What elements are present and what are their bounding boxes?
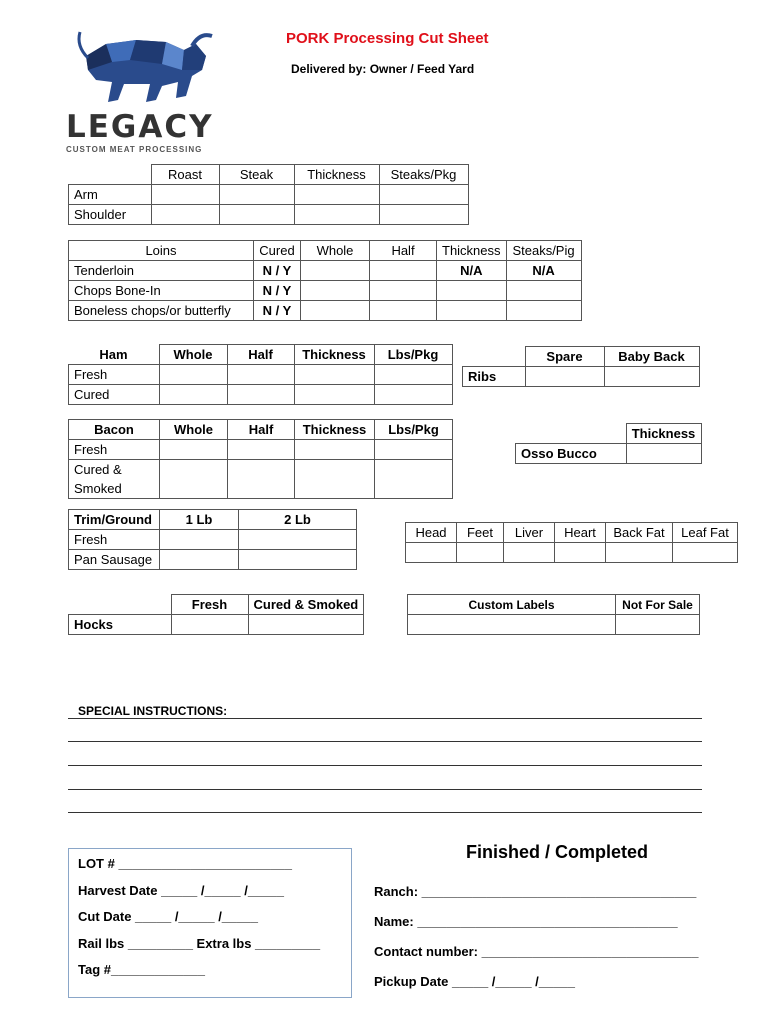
logo-tagline: CUSTOM MEAT PROCESSING xyxy=(66,145,203,154)
cell[interactable] xyxy=(375,460,453,499)
lot-field[interactable]: LOT # ________________________ xyxy=(78,856,292,871)
hocks-label: Hocks xyxy=(69,615,172,635)
trim-head: Trim/Ground xyxy=(69,510,160,530)
col-half: Half xyxy=(227,345,294,365)
cell[interactable] xyxy=(374,385,452,405)
bull-icon xyxy=(66,26,226,110)
cell[interactable] xyxy=(301,261,370,281)
col-lbs-pkg: Lbs/Pkg xyxy=(374,345,452,365)
row-fresh: Fresh xyxy=(69,530,160,550)
logo-wordmark: LEGACY xyxy=(66,109,214,145)
harvest-date-field[interactable]: Harvest Date _____ /_____ /_____ xyxy=(78,883,284,898)
cell[interactable] xyxy=(673,543,738,563)
cured-label: Cured & xyxy=(74,462,122,477)
row-arm: Arm xyxy=(69,185,152,205)
row-pan-sausage: Pan Sausage xyxy=(69,550,160,570)
col-back-fat: Back Fat xyxy=(606,523,673,543)
col-thickness: Thickness xyxy=(294,165,379,185)
cell[interactable] xyxy=(379,205,468,225)
col-thickness: Thickness xyxy=(437,241,507,261)
cell[interactable] xyxy=(294,205,379,225)
cell[interactable] xyxy=(295,440,375,460)
col-roast: Roast xyxy=(151,165,219,185)
cell[interactable] xyxy=(227,365,294,385)
cell[interactable] xyxy=(228,440,295,460)
bacon-head: Bacon xyxy=(69,420,160,440)
col-thickness: Thickness xyxy=(294,345,374,365)
col-steaks-pig: Steaks/Pig xyxy=(506,241,581,261)
col-leaf-fat: Leaf Fat xyxy=(673,523,738,543)
cured-choice[interactable]: N / Y xyxy=(254,301,301,321)
cell[interactable] xyxy=(408,615,616,635)
col-half: Half xyxy=(370,241,437,261)
row-chops-bone-in: Chops Bone-In xyxy=(69,281,254,301)
cell[interactable] xyxy=(159,385,227,405)
row-cured: Cured xyxy=(69,385,160,405)
cell[interactable] xyxy=(239,530,357,550)
cell[interactable] xyxy=(506,281,581,301)
col-not-for-sale: Not For Sale xyxy=(616,595,700,615)
cell[interactable] xyxy=(160,550,239,570)
col-heart: Heart xyxy=(555,523,606,543)
cell[interactable] xyxy=(160,440,228,460)
cell[interactable] xyxy=(151,205,219,225)
na-steaks: N/A xyxy=(506,261,581,281)
col-baby-back: Baby Back xyxy=(604,347,699,367)
cell[interactable] xyxy=(294,365,374,385)
cell[interactable] xyxy=(151,185,219,205)
osso-table xyxy=(515,423,702,464)
cell[interactable] xyxy=(457,543,504,563)
cell[interactable] xyxy=(219,185,294,205)
col-thickness: Thickness xyxy=(626,424,701,444)
contact-field[interactable]: Contact number: ______________________________ xyxy=(374,944,699,959)
cell[interactable] xyxy=(219,205,294,225)
ribs-label: Ribs xyxy=(463,367,526,387)
instruction-line[interactable] xyxy=(68,741,702,742)
col-cured-smoked: Cured & Smoked xyxy=(248,595,364,615)
ribs-table xyxy=(462,346,700,387)
col-feet: Feet xyxy=(457,523,504,543)
page-title: PORK Processing Cut Sheet xyxy=(286,30,489,47)
legacy-logo xyxy=(66,26,226,154)
cell[interactable] xyxy=(227,385,294,405)
row-tenderloin: Tenderloin xyxy=(69,261,254,281)
row-fresh: Fresh xyxy=(69,440,160,460)
instruction-line[interactable] xyxy=(68,718,702,719)
cell[interactable] xyxy=(370,301,437,321)
cell[interactable] xyxy=(406,543,457,563)
cell[interactable] xyxy=(295,460,375,499)
instruction-line[interactable] xyxy=(68,765,702,766)
row-cured-smoked xyxy=(69,460,160,499)
instruction-line[interactable] xyxy=(68,812,702,813)
shoulder-table xyxy=(68,164,469,225)
row-fresh: Fresh xyxy=(69,365,160,385)
smoked-label: Smoked xyxy=(74,481,122,496)
cell[interactable] xyxy=(370,261,437,281)
organs-table xyxy=(405,522,738,563)
cell[interactable] xyxy=(604,367,699,387)
cell[interactable] xyxy=(160,530,239,550)
col-steak: Steak xyxy=(219,165,294,185)
osso-label: Osso Bucco xyxy=(516,444,627,464)
ham-head: Ham xyxy=(69,345,160,365)
cell[interactable] xyxy=(525,367,604,387)
col-head: Head xyxy=(406,523,457,543)
cell[interactable] xyxy=(379,185,468,205)
col-whole: Whole xyxy=(160,420,228,440)
cell[interactable] xyxy=(370,281,437,301)
hocks-table xyxy=(68,594,364,635)
ranch-field[interactable]: Ranch: ______________________________________ xyxy=(374,884,697,899)
row-shoulder: Shoulder xyxy=(69,205,152,225)
cell[interactable] xyxy=(375,440,453,460)
pickup-date-field[interactable]: Pickup Date _____ /_____ /_____ xyxy=(374,974,575,989)
col-half: Half xyxy=(228,420,295,440)
loins-head: Loins xyxy=(69,241,254,261)
cured-choice[interactable]: N / Y xyxy=(254,281,301,301)
cell[interactable] xyxy=(616,615,700,635)
col-whole: Whole xyxy=(159,345,227,365)
loins-table xyxy=(68,240,582,321)
col-steaks-pkg: Steaks/Pkg xyxy=(379,165,468,185)
cell[interactable] xyxy=(171,615,248,635)
cell[interactable] xyxy=(437,281,507,301)
cell[interactable] xyxy=(606,543,673,563)
col-fresh: Fresh xyxy=(171,595,248,615)
cell[interactable] xyxy=(555,543,606,563)
rail-extra-lbs-field[interactable]: Rail lbs _________ Extra lbs _________ xyxy=(78,936,321,951)
col-liver: Liver xyxy=(504,523,555,543)
na-thickness: N/A xyxy=(437,261,507,281)
cell[interactable] xyxy=(504,543,555,563)
cell[interactable] xyxy=(301,281,370,301)
cell[interactable] xyxy=(626,444,701,464)
cell[interactable] xyxy=(294,185,379,205)
cell[interactable] xyxy=(301,301,370,321)
cut-date-field[interactable]: Cut Date _____ /_____ /_____ xyxy=(78,909,258,924)
cell[interactable] xyxy=(159,365,227,385)
finished-title: Finished / Completed xyxy=(466,842,649,862)
name-field[interactable]: Name: ____________________________________ xyxy=(374,914,678,929)
col-custom-labels: Custom Labels xyxy=(408,595,616,615)
col-2lb: 2 Lb xyxy=(239,510,357,530)
ham-table xyxy=(68,344,453,405)
col-whole: Whole xyxy=(301,241,370,261)
cell[interactable] xyxy=(228,460,295,499)
cell[interactable] xyxy=(437,301,507,321)
tag-field[interactable]: Tag #_____________ xyxy=(78,962,205,977)
labels-table xyxy=(407,594,700,635)
special-instructions-label: SPECIAL INSTRUCTIONS: xyxy=(78,704,228,718)
cell[interactable] xyxy=(506,301,581,321)
col-cured: Cured xyxy=(254,241,301,261)
col-lbs-pkg: Lbs/Pkg xyxy=(375,420,453,440)
cell[interactable] xyxy=(248,615,364,635)
col-1lb: 1 Lb xyxy=(160,510,239,530)
row-boneless-chops: Boneless chops/or butterfly xyxy=(69,301,254,321)
col-thickness: Thickness xyxy=(295,420,375,440)
cell[interactable] xyxy=(239,550,357,570)
cell[interactable] xyxy=(294,385,374,405)
cured-choice[interactable]: N / Y xyxy=(254,261,301,281)
trim-table xyxy=(68,509,357,570)
cell[interactable] xyxy=(160,460,228,499)
delivered-by: Delivered by: Owner / Feed Yard xyxy=(291,62,475,76)
bacon-table xyxy=(68,419,453,499)
col-spare: Spare xyxy=(525,347,604,367)
cell[interactable] xyxy=(374,365,452,385)
instruction-line[interactable] xyxy=(68,789,702,790)
